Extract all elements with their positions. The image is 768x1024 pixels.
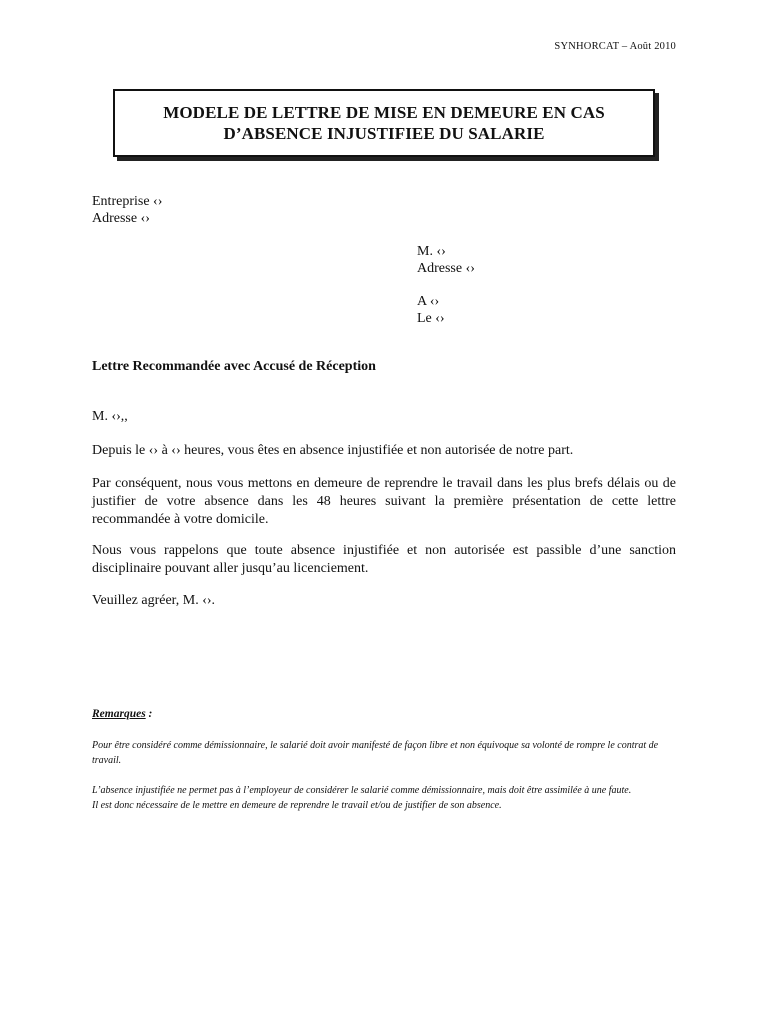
recipient-address: Adresse ‹›	[417, 261, 475, 276]
remark-note-absence-line-1: L’absence injustifiée ne permet pas à l’employeur de considérer le salarié comme démissionnaire, mais doit être assimilée à une faute.	[92, 785, 632, 796]
remark-note-resignation: Pour être considéré comme démissionnaire, le salarié doit avoir manifesté de façon libre et non équivoque sa volonté de rompre le contrat de travail.	[92, 740, 659, 766]
remarks-heading	[92, 708, 152, 720]
title-line-2: D’ABSENCE INJUSTIFIEE DU SALARIE	[223, 124, 545, 143]
sender-address: Adresse ‹›	[92, 211, 150, 226]
closing-formula: Veuillez agréer, M. ‹›.	[92, 593, 216, 608]
recipient-block	[417, 243, 475, 277]
paragraph-absence: Depuis le ‹› à ‹› heures, vous êtes en absence injustifiée et non autorisée de notre part.	[92, 443, 574, 458]
sender-company: Entreprise ‹›	[92, 194, 163, 209]
salutation: M. ‹›,,	[92, 409, 128, 424]
remark-note-absence-line-2: Il est donc nécessaire de le mettre en demeure de reprendre le travail et/ou de justifier de son absence.	[92, 800, 502, 811]
paragraph-sanction-reminder: Nous vous rappelons que toute absence injustifiée et non autorisée est passible d’une sanction disciplinaire pouvant aller jusqu’au licenciement.	[92, 543, 676, 576]
letter-date: Le ‹›	[417, 311, 445, 326]
document-reference: SYNHORCAT – Août 2010	[554, 41, 676, 52]
title-line-1: MODELE DE LETTRE DE MISE EN DEMEURE EN CAS	[163, 103, 605, 122]
place-date-block	[417, 293, 445, 327]
letter-place: A ‹›	[417, 294, 440, 309]
paragraph-formal-notice: Par conséquent, nous vous mettons en demeure de reprendre le travail dans les plus brefs délais ou de justifier de votre absence dans les 48 heures suivant la première présentation de cette lettre recommandée à votre domicile.	[92, 476, 676, 527]
remarks-heading-colon: :	[145, 708, 153, 720]
remark-note-absence	[92, 783, 682, 813]
title-box	[113, 89, 655, 157]
remarks-heading-label: Remarques	[92, 708, 146, 720]
sender-block	[92, 193, 162, 227]
delivery-mode: Lettre Recommandée avec Accusé de Réception	[92, 359, 376, 374]
recipient-name: M. ‹›	[417, 244, 446, 259]
